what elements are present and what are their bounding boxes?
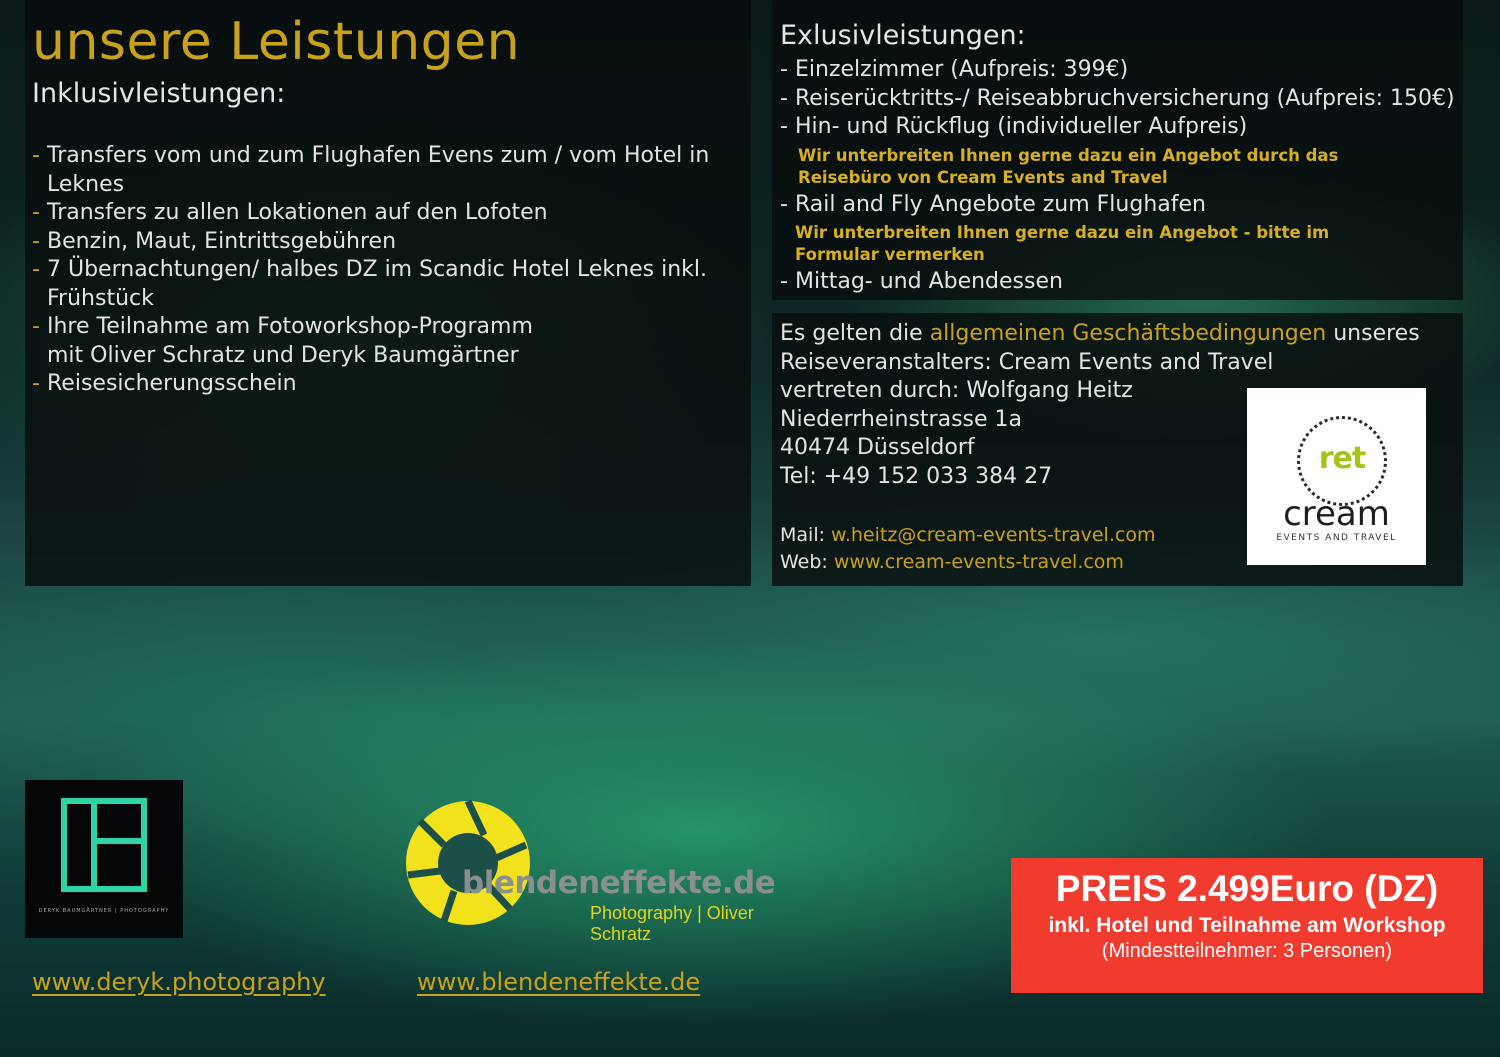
list-item: - Rail and Fly Angebote zum Flughafen Wir unterbreiten Ihnen gerne dazu ein Angebot - bitte im Formular vermerken <box>780 191 1460 267</box>
exclusive-heading: Exlusivleistungen: <box>780 20 1026 51</box>
list-item: - Hin- und Rückflug (individueller Aufpreis) Wir unterbreiten Ihnen gerne dazu ein Angebot durch das Reisebüro von Cream Events and Travel <box>780 113 1460 189</box>
list-item: - Reisesicherungsschein <box>32 371 297 396</box>
list-item: - Transfers zu allen Lokationen auf den Lofoten <box>32 200 548 225</box>
inclusive-list <box>32 142 732 399</box>
street-line: Niederrheinstrasse 1a <box>780 406 1022 432</box>
phone-line: Tel: +49 152 033 384 27 <box>780 463 1053 489</box>
cream-ring-icon: ret <box>1297 416 1387 506</box>
price-minimum: (Mindestteilnehmer: 3 Personen) <box>1101 940 1393 962</box>
list-item: - 7 Übernachtungen/ halbes DZ im Scandic Hotel Leknes inkl. Frühstück <box>32 257 708 311</box>
deryk-frame-icon <box>61 798 147 892</box>
list-item: - Einzelzimmer (Aufpreis: 399€) <box>780 57 1129 82</box>
web-link[interactable]: www.cream-events-travel.com <box>833 551 1124 573</box>
contact-block: Mail: w.heitz@cream-events-travel.com Web: www.cream-events-travel.com <box>780 524 1156 573</box>
terms-link[interactable]: allgemeinen Geschäftsbedingungen <box>929 321 1327 346</box>
terms-text: Es gelten die allgemeinen Geschäftsbedingungen unseres Reiseveranstalters: Cream Events and Travel vertreten durch: Wolfgang Heitz Niederrheinstrasse 1a 40474 Düsseldorf Tel: +49 152 033 384 27 <box>780 320 1460 491</box>
exclusive-list <box>780 56 1460 297</box>
rail-offer-note: Wir unterbreiten Ihnen gerne dazu ein Angebot - bitte im Formular vermerken <box>795 223 1330 264</box>
list-item: - Transfers vom und zum Flughafen Evens zum / vom Hotel in Leknes <box>32 143 710 197</box>
list-item: - Mittag- und Abendessen <box>780 269 1063 294</box>
deryk-logo: DERYK BAUMGÄRTNER | PHOTOGRAPHY <box>25 780 183 938</box>
blendeneffekte-website-link[interactable]: www.blendeneffekte.de <box>417 968 701 996</box>
price-includes: inkl. Hotel und Teilnahme am Workshop <box>1048 914 1446 937</box>
blendeneffekte-logo: blendeneffekte.de Photography | Oliver Schratz <box>400 795 760 945</box>
deryk-website-link[interactable]: www.deryk.photography <box>32 968 326 996</box>
list-item: - Benzin, Maut, Eintrittsgebühren <box>32 228 397 254</box>
cream-logo: ret cream EVENTS AND TRAVEL <box>1247 388 1426 565</box>
city-line: 40474 Düsseldorf <box>780 435 975 460</box>
list-item: - Ihre Teilnahme am Fotoworkshop-Programm mit Oliver Schratz und Deryk Baumgärtner <box>32 314 533 368</box>
organizer-line: Reiseveranstalters: Cream Events and Travel <box>780 349 1274 375</box>
price-headline: PREIS 2.499Euro (DZ) <box>1055 868 1439 909</box>
flight-offer-note: Wir unterbreiten Ihnen gerne dazu ein Angebot durch das Reisebüro von Cream Events and Travel <box>798 145 1339 187</box>
inclusive-heading: Inklusivleistungen: <box>32 78 286 109</box>
page-title: unsere Leistungen <box>32 12 521 72</box>
representative-line: vertreten durch: Wolfgang Heitz <box>780 378 1133 403</box>
email-link[interactable]: w.heitz@cream-events-travel.com <box>831 524 1156 546</box>
list-item: - Reiserücktritts-/ Reiseabbruchversicherung (Aufpreis: 150€) <box>780 85 1455 111</box>
price-box <box>1011 858 1483 993</box>
